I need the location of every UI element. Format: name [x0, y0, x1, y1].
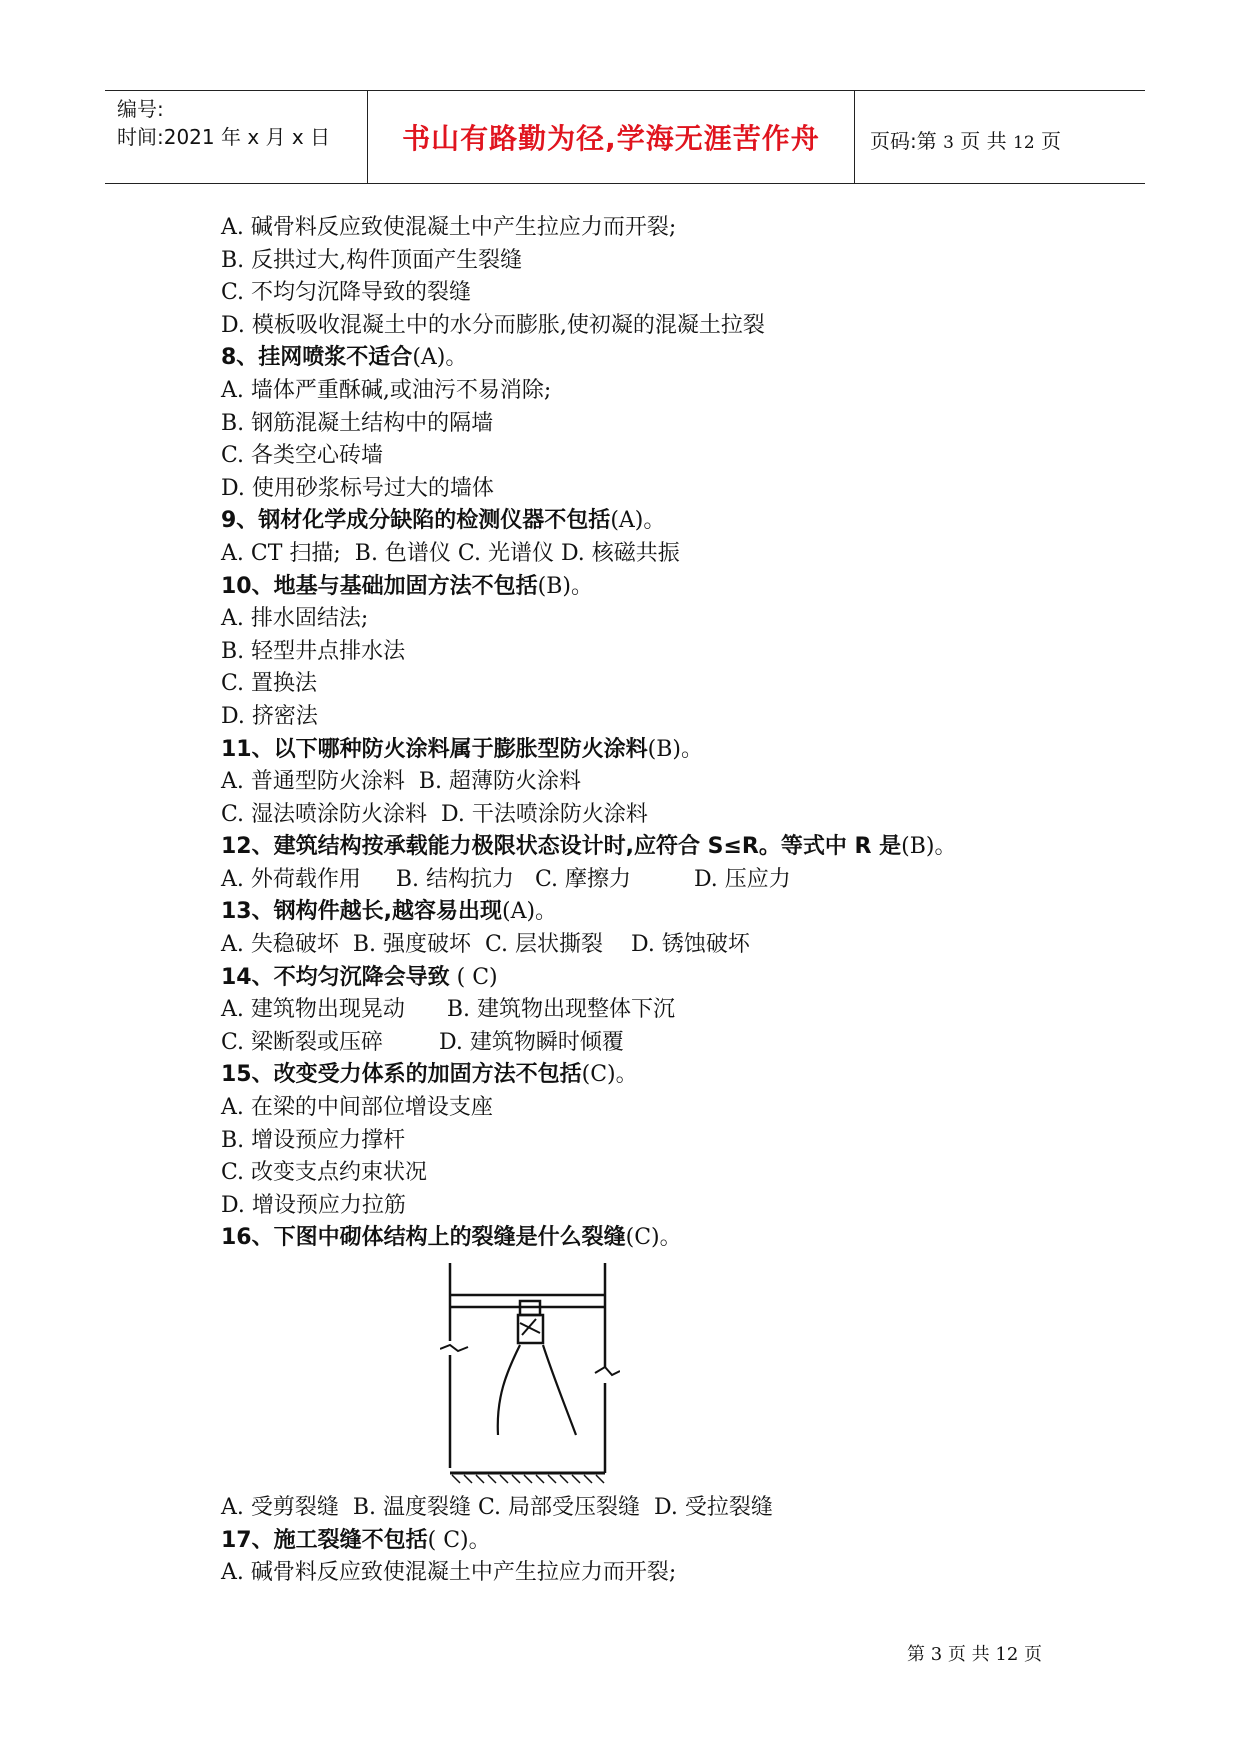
left-crack	[498, 1345, 520, 1435]
page-footer	[907, 1640, 1042, 1666]
option-line: D. 增设预应力拉筋	[221, 1192, 406, 1218]
option-line: A. 排水固结法;	[221, 606, 369, 632]
wall-figure	[440, 1263, 620, 1473]
question-answer: (B)。	[647, 736, 703, 762]
question-line	[221, 571, 1121, 604]
left-break-mark	[440, 1345, 468, 1351]
question-line	[221, 1059, 1121, 1092]
option-line: D. 挤密法	[221, 703, 318, 729]
option-line: D. 使用砂浆标号过大的墙体	[221, 475, 494, 501]
page-code-mid: 页 共	[960, 129, 1007, 153]
question-answer: (A)。	[412, 345, 468, 371]
footer-prefix: 第	[907, 1644, 925, 1665]
question-line	[221, 831, 1121, 864]
bearing-hatch-2	[522, 1319, 536, 1335]
footer-total: 12	[995, 1644, 1019, 1665]
option-line: A. 外荷载作用 B. 结构抗力 C. 摩擦力 D. 压应力	[221, 866, 791, 892]
option-line: A. 碱骨料反应致使混凝土中产生拉应力而开裂;	[221, 215, 677, 240]
question-text: 9、钢材化学成分缺陷的检测仪器不包括	[221, 508, 611, 534]
header-center-cell	[368, 91, 855, 183]
option-line: A. 建筑物出现晃动 B. 建筑物出现整体下沉	[221, 997, 675, 1023]
question-text: 15、改变受力体系的加固方法不包括	[221, 1062, 582, 1088]
question-text: 17、施工裂缝不包括	[221, 1527, 428, 1553]
footer-suffix: 页	[1024, 1644, 1043, 1665]
question-text: 16、下图中砌体结构上的裂缝是什么裂缝	[221, 1225, 626, 1251]
right-break-mark	[595, 1367, 620, 1375]
option-line: B. 钢筋混凝土结构中的隔墙	[221, 410, 494, 436]
option-line: A. CT 扫描; B. 色谱仪 C. 光谱仪 D. 核磁共振	[221, 540, 680, 566]
question-block-after-figure	[221, 1492, 1121, 1590]
footer-mid: 页 共	[947, 1644, 990, 1665]
question-answer: ( C)。	[427, 1527, 491, 1553]
question-answer: (B)。	[537, 573, 593, 599]
option-line: C. 各类空心砖墙	[221, 443, 384, 469]
question-line	[221, 505, 1121, 538]
option-line: A. 失稳破坏 B. 强度破坏 C. 层状撕裂 D. 锈蚀破坏	[221, 932, 750, 958]
option-line: A. 受剪裂缝 B. 温度裂缝 C. 局部受压裂缝 D. 受拉裂缝	[221, 1495, 773, 1520]
option-line: C. 改变支点约束状况	[221, 1160, 428, 1186]
question-answer: (B)。	[901, 834, 957, 860]
question-line	[221, 1222, 1121, 1255]
question-text: 12、建筑结构按承载能力极限状态设计时,应符合 S≤R。等式中 R 是	[221, 834, 902, 860]
question-text: 11、以下哪种防火涂料属于膨胀型防火涂料	[221, 736, 648, 762]
header-left-cell	[105, 91, 368, 183]
ground-hatch	[452, 1475, 604, 1483]
option-line: C. 梁断裂或压碎 D. 建筑物瞬时倾覆	[221, 1029, 624, 1055]
option-line: A. 在梁的中间部位增设支座	[221, 1095, 493, 1121]
option-line: A. 碱骨料反应致使混凝土中产生拉应力而开裂;	[221, 1560, 677, 1586]
option-line: C. 置换法	[221, 671, 318, 697]
question-line	[221, 896, 1121, 929]
number-label: 编号:	[117, 97, 164, 121]
question-text: 8、挂网喷浆不适合	[221, 345, 413, 371]
time-label: 时间:2021 年 x 月 x 日	[117, 125, 331, 149]
question-answer: (C)。	[625, 1225, 682, 1251]
page-code-suffix: 页	[1041, 129, 1062, 153]
question-answer: ( C)	[449, 964, 498, 990]
option-line: D. 模板吸收混凝土中的水分而膨胀,使初凝的混凝土拉裂	[221, 312, 765, 338]
page-code-current: 3	[943, 133, 954, 153]
option-line: A. 普通型防火涂料 B. 超薄防火涂料	[221, 769, 582, 795]
option-line: B. 增设预应力撑杆	[221, 1127, 406, 1153]
question-text: 14、不均匀沉降会导致	[221, 964, 450, 990]
option-line: A. 墙体严重酥碱,或油污不易消除;	[221, 377, 552, 403]
question-answer: (A)。	[501, 899, 558, 925]
crack-diagram	[440, 1263, 620, 1485]
header-right-cell	[856, 91, 1145, 183]
footer-current: 3	[930, 1644, 943, 1665]
question-line	[221, 962, 1121, 995]
question-line	[221, 1525, 1121, 1558]
page-header	[105, 90, 1145, 184]
motto: 书山有路勤为径,学海无涯苦作舟	[402, 122, 820, 155]
page-code	[870, 125, 1061, 154]
question-text: 10、地基与基础加固方法不包括	[221, 573, 538, 599]
question-answer: (C)。	[581, 1062, 638, 1088]
page-code-total: 12	[1013, 133, 1035, 153]
question-text: 13、钢构件越长,越容易出现	[221, 899, 502, 925]
page-code-prefix: 页码:第	[870, 129, 937, 153]
right-crack	[543, 1345, 576, 1435]
question-line	[221, 342, 1121, 375]
option-line: B. 反拱过大,构件顶面产生裂缝	[221, 247, 523, 273]
question-line	[221, 734, 1121, 767]
option-line: B. 轻型井点排水法	[221, 638, 406, 664]
option-line: C. 不均匀沉降导致的裂缝	[221, 280, 472, 306]
option-line: C. 湿法喷涂防火涂料 D. 干法喷涂防火涂料	[221, 801, 648, 827]
question-answer: (A)。	[610, 508, 666, 534]
question-block	[221, 212, 1121, 1255]
